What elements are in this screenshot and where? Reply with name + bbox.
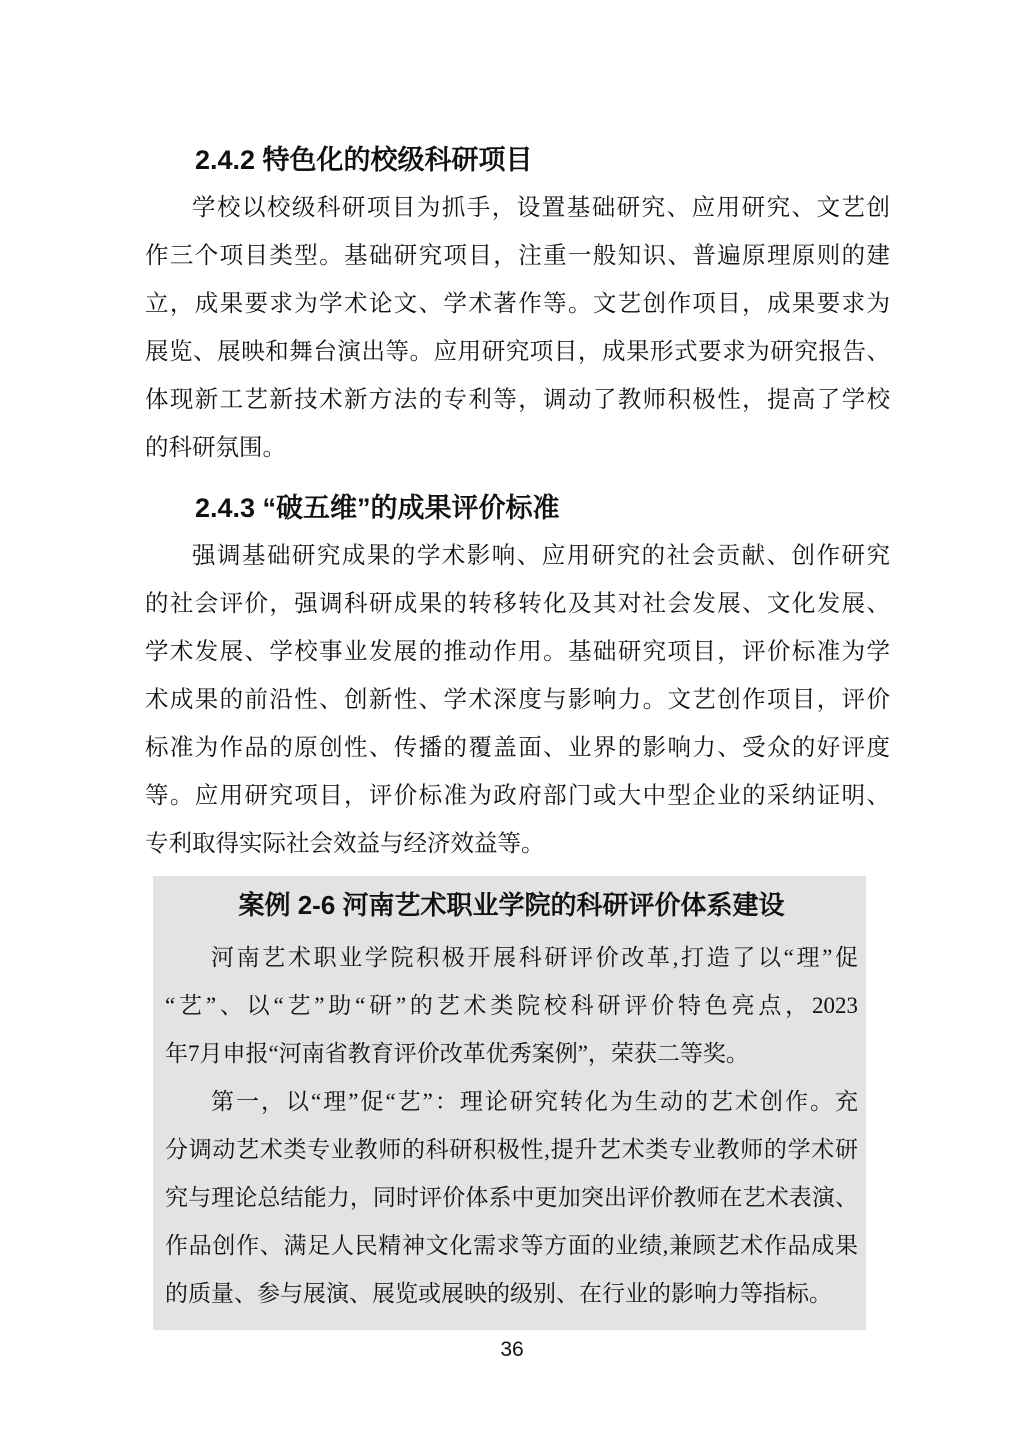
- text-line: 河南艺术职业学院积极开展科研评价改革,打造了以“理”促: [211, 945, 858, 970]
- section-paragraph-2-4-3: [145, 532, 890, 868]
- text-line: 第一，以“理”促“艺”：理论研究转化为生动的艺术创作。充: [211, 1089, 858, 1114]
- text-line: “艺”、以“艺”助“研”的艺术类院校科研评价特色亮点，2023: [165, 993, 858, 1018]
- text-line: 的科研氛围。: [145, 435, 286, 461]
- text-line: 年7月申报“河南省教育评价改革优秀案例”，荣获二等奖。: [165, 1041, 749, 1066]
- text-line: 强调基础研究成果的学术影响、应用研究的社会贡献、创作研究: [192, 543, 890, 569]
- text-line: 专利取得实际社会效益与经济效益等。: [145, 831, 545, 857]
- text-line: 标准为作品的原创性、传播的覆盖面、业界的影响力、受众的好评度: [145, 735, 890, 761]
- text-line: 展览、展映和舞台演出等。应用研究项目，成果形式要求为研究报告、: [145, 339, 890, 365]
- text-line: 作三个项目类型。基础研究项目，注重一般知识、普遍原理原则的建: [145, 243, 890, 269]
- text-line: 究与理论总结能力，同时评价体系中更加突出评价教师在艺术表演、: [165, 1185, 858, 1210]
- text-line: 等。应用研究项目，评价标准为政府部门或大中型企业的采纳证明、: [145, 783, 890, 809]
- text-line: 学校以校级科研项目为抓手，设置基础研究、应用研究、文艺创: [192, 195, 890, 221]
- section-paragraph-2-4-2: [145, 184, 890, 472]
- text-line: 的社会评价，强调科研成果的转移转化及其对社会发展、文化发展、: [145, 591, 890, 617]
- text-line: 的质量、参与展演、展览或展映的级别、在行业的影响力等指标。: [165, 1281, 832, 1306]
- text-line: 体现新工艺新技术新方法的专利等，调动了教师积极性，提高了学校: [145, 387, 890, 413]
- text-line: 术成果的前沿性、创新性、学术深度与影响力。文艺创作项目，评价: [145, 687, 890, 713]
- section-heading-2-4-2: 2.4.2 特色化的校级科研项目: [195, 145, 533, 175]
- case-title: 案例 2-6 河南艺术职业学院的科研评价体系建设: [238, 890, 785, 920]
- case-study-box: [153, 876, 866, 1330]
- case-paragraph-1: [165, 934, 858, 1078]
- page-number: 36: [500, 1338, 524, 1361]
- text-line: 分调动艺术类专业教师的科研积极性,提升艺术类专业教师的学术研: [165, 1137, 858, 1162]
- text-line: 学术发展、学校事业发展的推动作用。基础研究项目，评价标准为学: [145, 639, 890, 665]
- page-content: [145, 136, 890, 1330]
- text-line: 立，成果要求为学术论文、学术著作等。文艺创作项目，成果要求为: [145, 291, 890, 317]
- section-heading-2-4-3: 2.4.3 “破五维”的成果评价标准: [195, 493, 560, 523]
- text-line: 作品创作、满足人民精神文化需求等方面的业绩,兼顾艺术作品成果: [165, 1233, 858, 1258]
- case-paragraph-2: [165, 1078, 858, 1318]
